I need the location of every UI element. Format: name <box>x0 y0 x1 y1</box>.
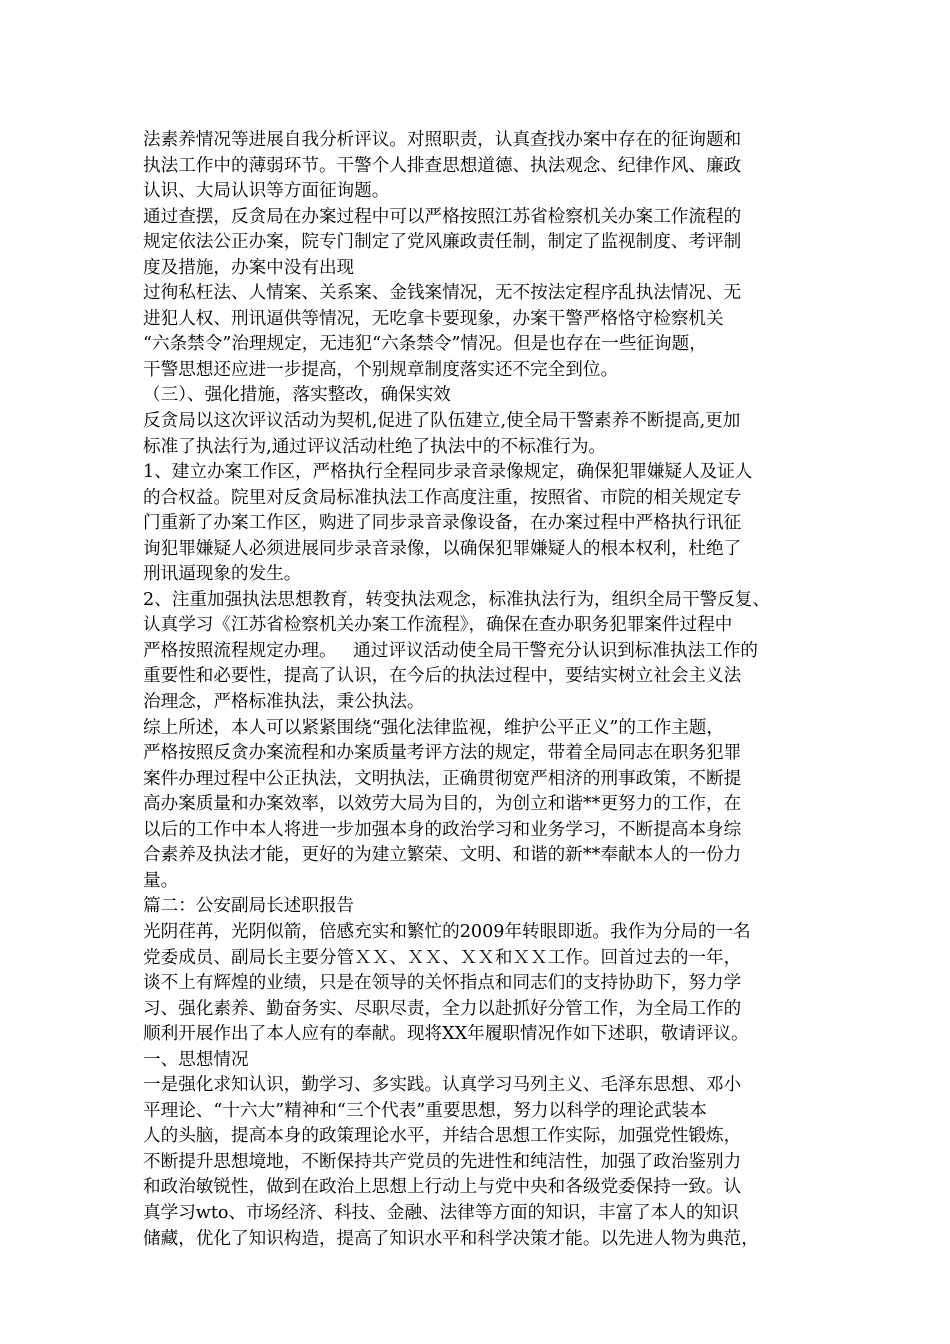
text-line: 案件办理过程中公正执法，文明执法，正确贯彻宽严相济的刑事政策，不断提 <box>143 768 742 789</box>
text-line: 1、建立办案工作区，严格执行全程同步录音录像规定，确保犯罪嫌疑人及证人 <box>143 462 753 483</box>
text-line: 和政治敏锐性，做到在政治上思想上行动上与党中央和各级党委保持一致。认 <box>143 1177 742 1198</box>
section-heading: 一、思想情况 <box>143 1049 249 1070</box>
text-line: 过徇私枉法、人情案、关系案、金钱案情况，无不按法定程序乱执法情况、无 <box>143 283 742 304</box>
text-line: 真学习wto、市场经济、科技、金融、法律等方面的知识，丰富了本人的知识 <box>143 1202 739 1223</box>
text-line: 合素养及执法才能，更好的为建立繁荣、文明、和谐的新**奉献本人的一份力 <box>143 845 742 866</box>
text-line: 平理论、“十六大”精神和“三个代表”重要思想，努力以科学的理论武装本 <box>143 1100 707 1121</box>
section-heading: （三）、强化措施，落实整改，确保实效 <box>143 385 451 406</box>
text-line: 度及措施，办案中没有出现 <box>143 257 355 278</box>
text-line: 认识、大局认识等方面征询题。 <box>143 181 390 202</box>
text-line: 高办案质量和办案效率，以效劳大局为目的，为创立和谐**更努力的工作，在 <box>143 794 742 815</box>
text-line: 量。 <box>143 870 179 891</box>
text-line: 人的头脑，提高本身的政策理论水平，并结合思想工作实际，加强党性锻炼， <box>143 1126 742 1147</box>
article-title: 篇二：公安副局长述职报告 <box>143 896 355 917</box>
text-line: 进犯人权、刑讯逼供等情况，无吃拿卡要现象，办案干警严格恪守检察机关 <box>143 308 724 329</box>
text-line: 习、强化素养、勤奋务实、尽职尽责，全力以赴抓好分管工作，为全局工作的 <box>143 998 742 1019</box>
text-line: 严格按照反贪办案流程和办案质量考评方法的规定，带着全局同志在职务犯罪 <box>143 743 742 764</box>
document-page <box>143 128 813 1252</box>
text-line: 干警思想还应进一步提高，个别规章制度落实还不完全到位。 <box>143 359 619 380</box>
text-line: 标准了执法行为,通过评议活动杜绝了执法中的不标准行为。 <box>143 436 607 457</box>
text-line: 规定依法公正办案，院专门制定了党风廉政责任制，制定了监视制度、考评制 <box>143 232 742 253</box>
text-line: 门重新了办案工作区，购进了同步录音录像设备，在办案过程中严格执行讯征 <box>143 513 742 534</box>
text-line: 不断提升思想境地，不断保持共产党员的先进性和纯洁性，加强了政治鉴别力 <box>143 1151 742 1172</box>
text-line: 刑讯逼现象的发生。 <box>143 564 302 585</box>
text-line: 光阴荏苒，光阴似箭，倍感充实和繁忙的2009年转眼即逝。我作为分局的一名 <box>143 921 751 942</box>
text-line: 重要性和必要性，提高了认识，在今后的执法过程中，要结实树立社会主义法 <box>143 666 742 687</box>
text-line: 储藏，优化了知识构造，提高了知识水平和科学决策才能。以先进人物为典范， <box>143 1228 759 1249</box>
text-line: 顺利开展作出了本人应有的奉献。现将XX年履职情况作如下述职，敬请评议。 <box>143 1024 749 1045</box>
text-line: 综上所述，本人可以紧紧围绕“强化法律监视，维护公平正义”的工作主题， <box>143 717 724 738</box>
text-line: 的合权益。院里对反贪局标准执法工作高度注重，按照省、市院的相关规定专 <box>143 487 742 508</box>
text-line: 执法工作中的薄弱环节。干警个人排查思想道德、执法观念、纪律作风、廉政 <box>143 155 742 176</box>
text-line: “六条禁令”治理规定，无违犯“六条禁令”情况。但是也存在一些征询题， <box>143 334 707 355</box>
text-line: 治理念，严格标准执法，秉公执法。 <box>143 692 425 713</box>
text-line: 以后的工作中本人将进一步加强本身的政治学习和业务学习，不断提高本身综 <box>143 819 742 840</box>
text-line: 反贪局以这次评议活动为契机,促进了队伍建立,使全局干警素养不断提高,更加 <box>143 411 741 432</box>
text-line: 认真学习《江苏省检察机关办案工作流程》，确保在查办职务犯罪案件过程中 <box>143 615 733 636</box>
text-line: 法素养情况等进展自我分析评议。对照职责，认真查找办案中存在的征询题和 <box>143 130 742 150</box>
text-line: 询犯罪嫌疑人必须进展同步录音录像，以确保犯罪嫌疑人的根本权利，杜绝了 <box>143 538 742 559</box>
text-line: 一是强化求知认识，勤学习、多实践。认真学习马列主义、毛泽东思想、邓小 <box>143 1075 742 1096</box>
text-line: 严格按照流程规定办理。 通过评议活动使全局干警充分认识到标准执法工作的 <box>143 640 758 661</box>
text-line: 通过查摆，反贪局在办案过程中可以严格按照江苏省检察机关办案工作流程的 <box>143 206 742 227</box>
text-line: 2、注重加强执法思想教育，转变执法观念，标准执法行为，组织全局干警反复、 <box>143 589 770 610</box>
text-line: 谈不上有辉煌的业绩，只是在领导的关怀指点和同志们的支持协助下，努力学 <box>143 973 742 994</box>
text-line: 党委成员、副局长主要分管ＸＸ、ＸＸ、ＸＸ和ＸＸ工作。回首过去的一年， <box>143 947 742 968</box>
